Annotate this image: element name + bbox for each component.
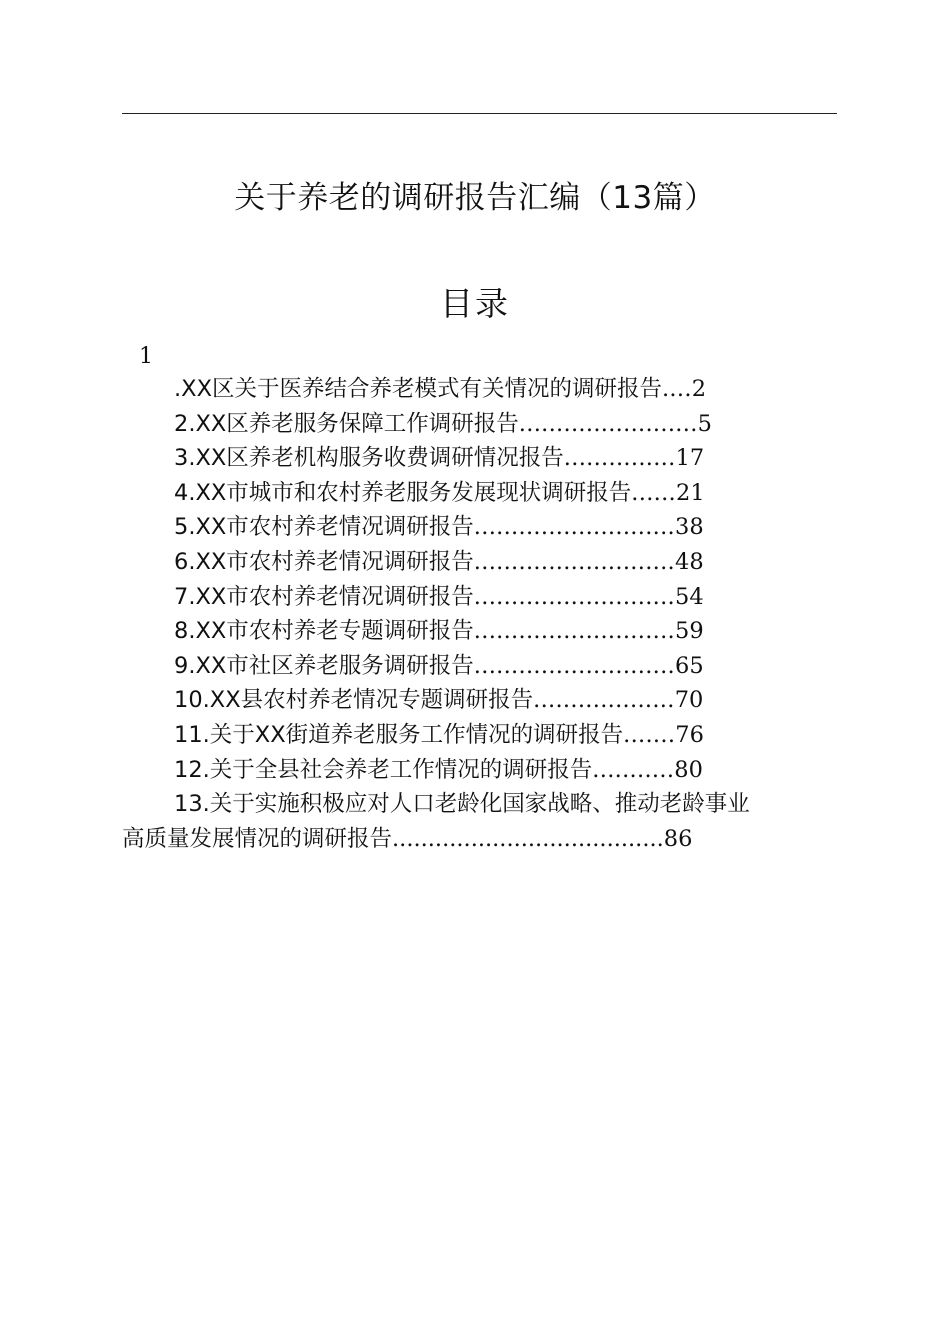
toc-entry-11[interactable] [174, 718, 704, 752]
toc-entry-page: 70 [674, 687, 704, 713]
toc-entry-page: 48 [675, 549, 704, 575]
toc-entry-title: 11.关于XX街道养老服务工作情况的调研报告 [174, 722, 624, 748]
toc-entry-title: 4.XX市城市和农村养老服务发展现状调研报告 [174, 480, 632, 506]
toc-entry-page: 2 [691, 376, 707, 402]
toc-entry-title: 5.XX市农村养老情况调研报告 [174, 514, 474, 540]
toc-entry-6[interactable] [174, 545, 704, 579]
toc-entry-page: 21 [676, 480, 705, 506]
document-title: 关于养老的调研报告汇编（13篇） [234, 180, 716, 216]
toc-heading: 目录 [440, 284, 510, 323]
toc-entry-leader: ........................... [473, 653, 676, 679]
toc-entry-8[interactable] [174, 614, 704, 648]
toc-entry-leader: ................... [533, 687, 675, 713]
toc-entry-page: 17 [675, 445, 705, 471]
toc-entry-title: 2.XX区养老服务保障工作调研报告 [174, 411, 519, 437]
toc-entry-title: 12.关于全县社会养老工作情况的调研报告 [174, 757, 593, 783]
toc-entry-12[interactable] [174, 753, 703, 787]
toc-entry-9[interactable] [174, 649, 704, 683]
toc-entry-title: 3.XX区养老机构服务收费调研情况报告 [174, 445, 564, 471]
toc-entry-leader: ........................... [473, 549, 676, 575]
toc-entry-4[interactable] [174, 476, 705, 510]
toc-entry-title: 8.XX市农村养老专题调研报告 [174, 618, 474, 644]
toc-entry-page: 59 [675, 618, 704, 644]
toc-entry-13[interactable] [174, 787, 750, 821]
toc-entry-title: 高质量发展情况的调研报告 [122, 826, 393, 852]
toc-entry-title: 10.XX县农村养老情况专题调研报告 [174, 687, 534, 713]
toc-entry-leader: ........................... [473, 584, 676, 610]
toc-entry-10[interactable] [174, 683, 703, 717]
toc-entry-title: .XX区关于医养结合养老模式有关情况的调研报告 [174, 376, 662, 402]
toc-entry-page: 65 [675, 653, 704, 679]
toc-entry-title: 13.关于实施积极应对人口老龄化国家战略、推动老龄事业 [174, 791, 750, 817]
toc-entry-leader: ...... [631, 480, 677, 506]
toc-entry-page: 54 [675, 584, 704, 610]
toc-entry-page: 86 [663, 826, 693, 852]
toc-entry-leader: ........................... [473, 514, 676, 540]
toc-entry-3[interactable] [174, 441, 704, 475]
toc-entry-leader: ........... [592, 757, 675, 783]
toc-entry-page: 80 [674, 757, 703, 783]
toc-entry-leader: .... [661, 376, 692, 402]
toc-entry-title: 6.XX市农村养老情况调研报告 [174, 549, 474, 575]
toc-entry-leader: ............... [563, 445, 676, 471]
toc-entry-leader: ....... [623, 722, 676, 748]
toc-entry-title: 7.XX市农村养老情况调研报告 [174, 584, 474, 610]
toc-entry-2[interactable] [174, 407, 712, 441]
toc-entry-leader: ........................... [473, 618, 676, 644]
toc-entry-page: 76 [675, 722, 704, 748]
toc-entry-page: 38 [675, 514, 704, 540]
header-rule [122, 113, 837, 114]
toc-entry-13-continued[interactable] [122, 822, 692, 856]
stray-number: 1 [139, 344, 153, 369]
toc-entry-leader: ...................................... [392, 826, 664, 852]
toc-entry-1[interactable] [174, 372, 706, 406]
toc-entry-page: 5 [697, 411, 712, 437]
toc-entry-5[interactable] [174, 510, 704, 544]
toc-entry-leader: ........................ [518, 411, 698, 437]
toc-entry-title: 9.XX市社区养老服务调研报告 [174, 653, 474, 679]
toc-entry-7[interactable] [174, 580, 704, 614]
